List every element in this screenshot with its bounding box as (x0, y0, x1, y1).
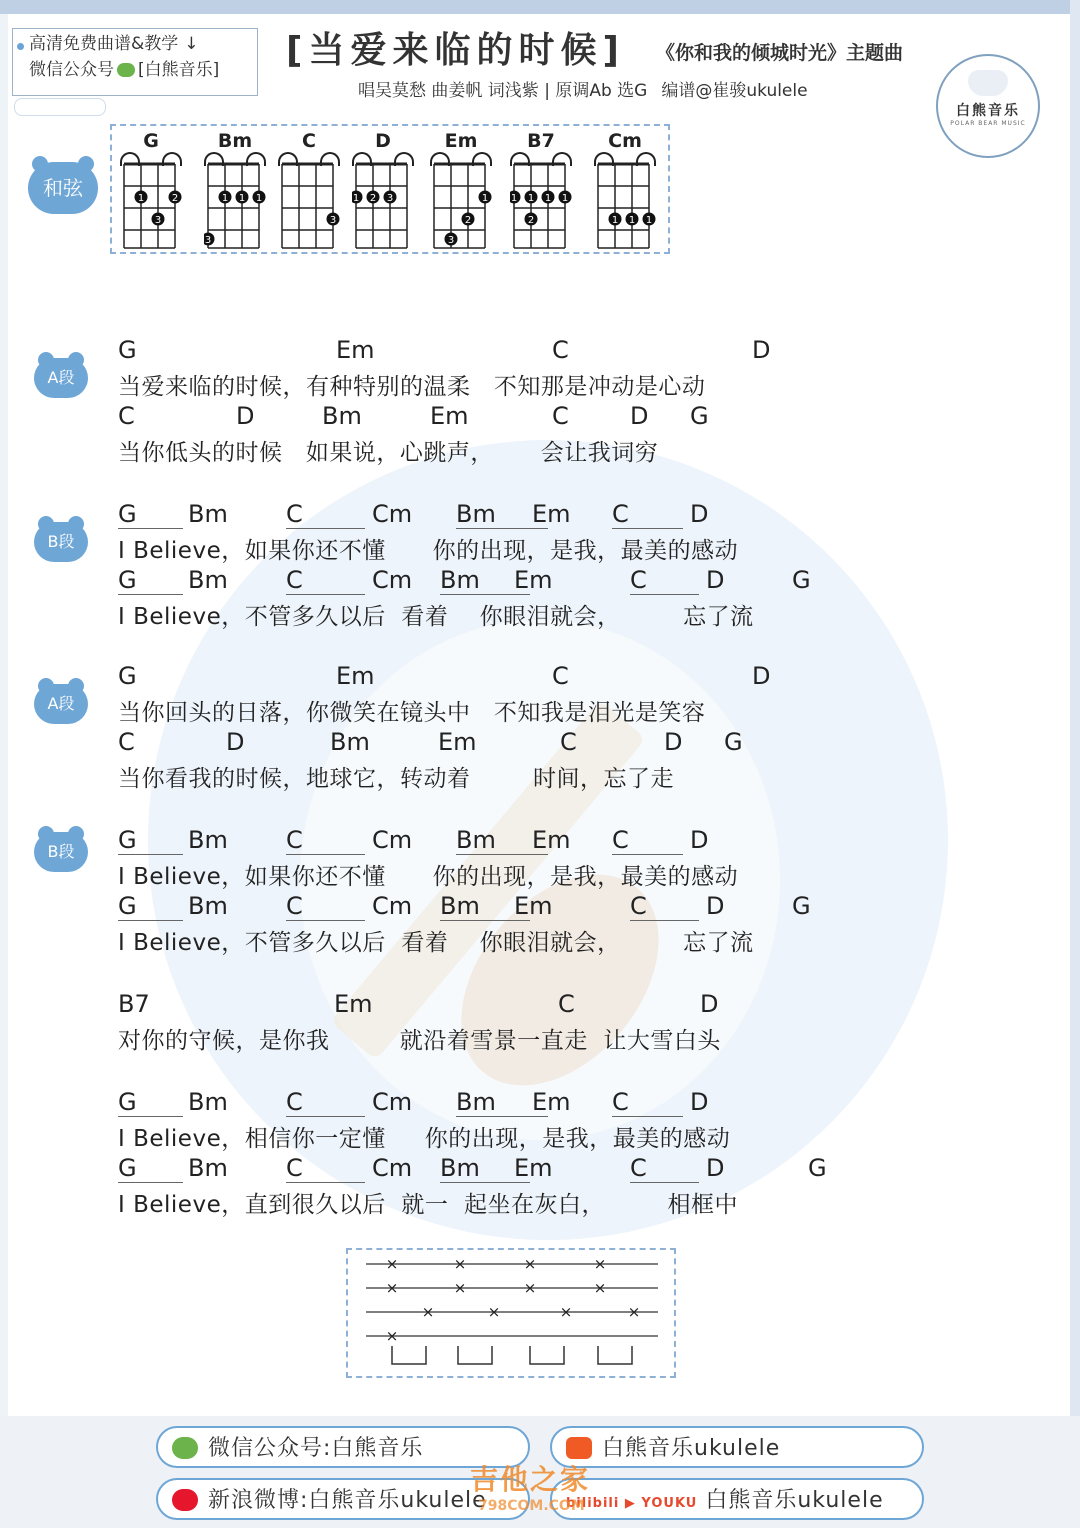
chord-symbol: G (118, 336, 137, 364)
chord-symbol: Em (532, 1088, 571, 1116)
chord-symbol: Bm (456, 1088, 548, 1117)
chord-symbol: G (118, 826, 183, 855)
wechat-icon (117, 63, 135, 77)
chord-diagrams-box (110, 124, 670, 254)
arranger-text: 编谱@崔骏ukulele (661, 81, 808, 101)
chord-symbol: D (752, 662, 771, 690)
chord-symbol: Cm (372, 1088, 413, 1116)
chord-symbol: G (118, 662, 137, 690)
finger-number: 1 (510, 193, 518, 204)
section-badge: A段 (34, 684, 88, 724)
chord-symbol: Em (336, 336, 375, 364)
chord-symbol: D (706, 1154, 725, 1182)
chord-symbol: Bm (330, 728, 370, 756)
finger-number: 3 (329, 215, 337, 226)
strum-x-mark: × (385, 1327, 399, 1345)
chord-symbol: G (690, 402, 709, 430)
chord-symbol: C (558, 990, 575, 1018)
chord-symbol: D (690, 500, 709, 528)
lyric-line: I Believe，不管多久以后 看着 你眼泪就会， 忘了流 (118, 930, 754, 956)
chord-symbol: C (630, 566, 699, 595)
chord-symbol: C (552, 662, 569, 690)
chord-name: C (302, 130, 316, 152)
chord-symbol: Cm (372, 892, 413, 920)
finger-number: 1 (611, 215, 619, 226)
right-border (1070, 0, 1080, 1528)
finger-number: 1 (352, 193, 360, 204)
chord-symbol: C (286, 1088, 365, 1117)
chord-symbol: G (792, 892, 811, 920)
lyric-line: 当你看我的时候，地球它，转动着 时间，忘了走 (118, 766, 674, 792)
chord-symbol: C (118, 402, 135, 430)
strum-x-mark: × (453, 1255, 467, 1273)
lyric-line: I Believe，相信你一定懂 你的出现，是我，最美的感动 (118, 1126, 731, 1152)
chord-symbol: G (792, 566, 811, 594)
wechat-icon (172, 1437, 198, 1459)
chord-symbol: G (808, 1154, 827, 1182)
logo-name: 白熊音乐 (956, 103, 1020, 119)
chord-symbol: G (118, 566, 183, 595)
promo-box (12, 28, 258, 96)
fretboard (352, 160, 414, 252)
strum-pattern-diagram (348, 1250, 674, 1376)
lyric-line: I Believe，直到很久以后 就一 起坐在灰白， 相框中 (118, 1192, 738, 1218)
chord-symbol: G (118, 500, 183, 529)
chord-section-badge: 和弦 (28, 162, 98, 214)
strum-x-mark: × (421, 1303, 435, 1321)
finger-number: 1 (527, 193, 535, 204)
arrow-down-icon: ↓ (184, 34, 199, 54)
finger-number: 1 (137, 193, 145, 204)
taobao-label: 白熊音乐ukulele (602, 1436, 781, 1461)
chord-symbol: G (118, 1154, 183, 1183)
chord-symbol: Bm (456, 500, 548, 529)
chord-name: Em (444, 130, 478, 152)
chord-symbol: Em (514, 566, 553, 594)
chord-symbol: G (118, 1088, 183, 1117)
strum-x-mark: × (523, 1279, 537, 1297)
chord-symbol: C (286, 892, 365, 921)
finger-number: 2 (369, 193, 377, 204)
finger-number: 2 (527, 215, 535, 226)
site-watermark-url: 798COM.COM (478, 1498, 585, 1514)
finger-number: 3 (386, 193, 394, 204)
chord-symbol: D (630, 402, 649, 430)
chord-symbol: Em (514, 1154, 553, 1182)
strum-x-mark: × (487, 1303, 501, 1321)
chord-symbol: Em (430, 402, 469, 430)
chord-symbol: C (552, 336, 569, 364)
lyric-line: I Believe，如果你还不懂 你的出现，是我，最美的感动 (118, 538, 739, 564)
chord-symbol: Cm (372, 566, 413, 594)
chord-symbol: Bm (456, 826, 548, 855)
chord-symbol: D (664, 728, 683, 756)
chord-symbol: Bm (440, 566, 530, 595)
section-badge: B段 (34, 832, 88, 872)
section-badge: A段 (34, 358, 88, 398)
chord-symbol: Bm (188, 826, 228, 854)
chord-symbol: D (690, 826, 709, 854)
finger-number: 1 (238, 193, 246, 204)
strum-x-mark: × (385, 1279, 399, 1297)
chord-symbol: Bm (322, 402, 362, 430)
chord-symbol: C (118, 728, 135, 756)
site-watermark: 吉他之家 (470, 1463, 591, 1496)
chord-symbol: Bm (440, 892, 530, 921)
polar-bear-icon (968, 70, 1008, 96)
song-subtitle: 《你和我的倾城时光》主题曲 (656, 42, 904, 64)
lyric-line: 当爱来临的时候，有种特别的温柔 不知那是冲动是心动 (118, 374, 706, 400)
strum-pattern-box (346, 1248, 676, 1378)
chord-symbol: C (286, 566, 365, 595)
chord-symbol: Em (334, 990, 373, 1018)
fretboard (430, 160, 492, 252)
chord-symbol: C (612, 1088, 683, 1117)
chord-name: B7 (527, 130, 555, 152)
taobao-pill[interactable] (550, 1426, 924, 1468)
promo-line2-suffix: [白熊音乐] (138, 60, 220, 80)
weibo-label: 新浪微博:白熊音乐ukulele (208, 1488, 487, 1513)
chord-symbol: C (612, 500, 683, 529)
lyric-line: 当你低头的时候 如果说，心跳声， 会让我词穷 (118, 440, 659, 466)
finger-number: 1 (544, 193, 552, 204)
finger-number: 1 (561, 193, 569, 204)
chord-symbol: Cm (372, 826, 413, 854)
chord-symbol: D (236, 402, 255, 430)
strum-x-mark: × (453, 1279, 467, 1297)
chord-symbol: C (612, 826, 683, 855)
weibo-icon (172, 1489, 198, 1511)
chord-symbol: Bm (440, 1154, 530, 1183)
strum-x-mark: × (385, 1255, 399, 1273)
beam-mark (530, 1346, 564, 1364)
chord-symbol: G (118, 892, 183, 921)
video-label: 白熊音乐ukulele (705, 1488, 884, 1513)
chord-symbol: D (706, 892, 725, 920)
taobao-icon (566, 1437, 592, 1459)
chord-symbol: C (552, 402, 569, 430)
finger-number: 1 (628, 215, 636, 226)
strum-x-mark: × (559, 1303, 573, 1321)
beam-mark (392, 1346, 426, 1364)
chord-symbol: B7 (118, 990, 150, 1018)
chord-symbol: Bm (188, 1154, 228, 1182)
video-brands: bilibili ▶ YOUKU (566, 1496, 698, 1511)
lyric-line: I Believe，不管多久以后 看着 你眼泪就会， 忘了流 (118, 604, 754, 630)
fretboard (204, 160, 266, 252)
chord-symbol: D (226, 728, 245, 756)
promo-line1: 高清免费曲谱&教学 (29, 34, 179, 54)
chord-symbol: C (286, 1154, 365, 1183)
beam-mark (458, 1346, 492, 1364)
fretboard (278, 160, 340, 252)
chord-symbol: Em (336, 662, 375, 690)
logo-english: POLAR BEAR MUSIC (950, 120, 1026, 127)
promo-line2-prefix: 微信公众号 (29, 60, 114, 80)
lyric-line: 当你回头的日落，你微笑在镜头中 不知我是泪光是笑容 (118, 700, 706, 726)
chord-symbol: D (690, 1088, 709, 1116)
chord-symbol: D (706, 566, 725, 594)
chord-symbol: Cm (372, 500, 413, 528)
chord-symbol: D (700, 990, 719, 1018)
section-badge: B段 (34, 522, 88, 562)
song-credits (358, 76, 808, 101)
chord-symbol: Bm (188, 892, 228, 920)
chord-name: Bm (217, 130, 253, 152)
brand-logo (936, 54, 1040, 158)
chord-symbol: C (630, 892, 699, 921)
chord-symbol: Bm (188, 1088, 228, 1116)
strum-x-mark: × (627, 1303, 641, 1321)
wechat-label: 微信公众号:白熊音乐 (208, 1436, 424, 1461)
chord-symbol: C (286, 500, 365, 529)
strum-x-mark: × (523, 1255, 537, 1273)
fretboard (594, 160, 656, 252)
chord-symbol: G (724, 728, 743, 756)
finger-number: 3 (154, 215, 162, 226)
chord-symbol: Bm (188, 500, 228, 528)
chord-symbol: Em (532, 500, 571, 528)
chord-name: Cm (608, 130, 642, 152)
lyric-line: I Believe，如果你还不懂 你的出现，是我，最美的感动 (118, 864, 739, 890)
fretboard (120, 160, 182, 252)
chord-symbol: Cm (372, 1154, 413, 1182)
finger-number: 2 (171, 193, 179, 204)
strum-x-mark: × (593, 1279, 607, 1297)
top-border (0, 0, 1080, 14)
credits-text: 唱吴莫愁 曲姜帆 词浅紫 | 原调Ab 选G (358, 81, 648, 101)
chord-symbol: Bm (188, 566, 228, 594)
chord-symbol: Em (532, 826, 571, 854)
bullet-icon (17, 43, 24, 50)
beam-mark (598, 1346, 632, 1364)
finger-number: 1 (481, 193, 489, 204)
song-title: [当爱来临的时候] (286, 30, 625, 71)
chord-symbol: Em (514, 892, 553, 920)
finger-number: 3 (447, 235, 455, 246)
video-pill[interactable] (550, 1478, 924, 1520)
finger-number: 1 (221, 193, 229, 204)
chord-symbol: C (286, 826, 365, 855)
chord-symbol: D (752, 336, 771, 364)
finger-number: 3 (204, 235, 212, 246)
fretboard (510, 160, 572, 252)
chord-name: D (375, 130, 391, 152)
left-border (0, 0, 8, 1528)
lyric-line: 对你的守候，是你我 就沿着雪景一直走 让大雪白头 (118, 1028, 721, 1054)
finger-number: 1 (255, 193, 263, 204)
finger-number: 1 (645, 215, 653, 226)
finger-number: 2 (464, 215, 472, 226)
chord-symbol: C (630, 1154, 699, 1183)
chord-symbol: Em (438, 728, 477, 756)
chord-symbol: C (560, 728, 577, 756)
chord-name: G (143, 130, 159, 152)
strum-x-mark: × (593, 1255, 607, 1273)
ukulele-outline-icon (14, 98, 106, 116)
